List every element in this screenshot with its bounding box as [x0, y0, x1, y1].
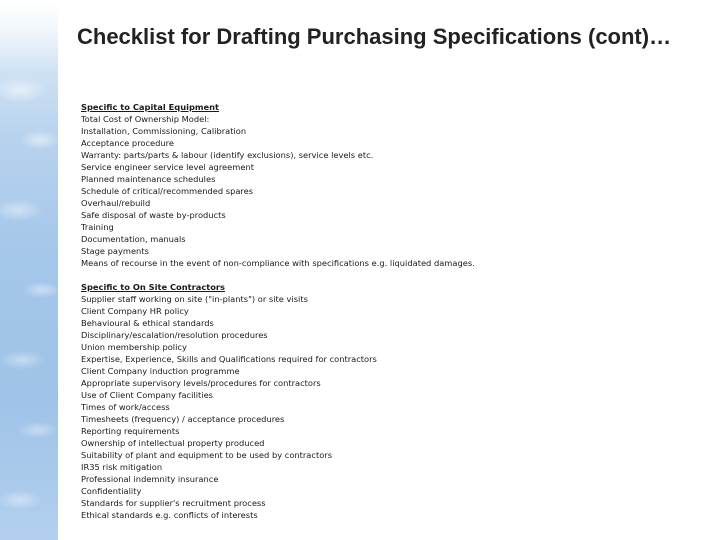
- section-heading: Specific to On Site Contractors: [81, 282, 225, 292]
- list-item: Union membership policy: [81, 342, 187, 352]
- list-item: Warranty: parts/parts & labour (identify exclusions), service levels etc.: [81, 150, 374, 160]
- list-item: Client Company HR policy: [81, 306, 189, 316]
- list-item: Documentation, manuals: [81, 234, 186, 244]
- list-item: Behavioural & ethical standards: [81, 318, 214, 328]
- list-item: Stage payments: [81, 246, 149, 256]
- list-item: Acceptance procedure: [81, 138, 175, 148]
- list-item: Overhaul/rebuild: [81, 198, 151, 208]
- list-item: Suitability of plant and equipment to be used by contractors: [81, 450, 333, 460]
- list-item: Training: [81, 222, 114, 232]
- list-item: IR35 risk mitigation: [81, 462, 163, 472]
- list-item: Use of Client Company facilities: [81, 390, 214, 400]
- slide-title: Checklist for Drafting Purchasing Specifications (cont)…: [77, 24, 672, 49]
- list-item: Confidentiality: [81, 486, 142, 496]
- list-item: Ownership of intellectual property produced: [81, 438, 265, 448]
- list-item: Service engineer service level agreement: [81, 162, 254, 172]
- section-on-site-contractors: [81, 281, 701, 521]
- list-item: Ethical standards e.g. conflicts of interests: [81, 510, 258, 520]
- list-item: Client Company induction programme: [81, 366, 240, 376]
- list-item: Disciplinary/escalation/resolution procedures: [81, 330, 268, 340]
- list-item: Safe disposal of waste by-products: [81, 210, 226, 220]
- list-item: Expertise, Experience, Skills and Qualifications required for contractors: [81, 354, 377, 364]
- list-item: Reporting requirements: [81, 426, 180, 436]
- side-strip-fade: [0, 0, 58, 70]
- list-item: Means of recourse in the event of non-compliance with specifications e.g. liquidated damages.: [81, 258, 475, 268]
- section-capital-equipment: [81, 101, 701, 269]
- list-item: Times of work/access: [81, 402, 170, 412]
- list-item: Supplier staff working on site ("in-plants") or site visits: [81, 294, 308, 304]
- list-item: Planned maintenance schedules: [81, 174, 216, 184]
- checklist-on-site-contractors: [81, 293, 701, 521]
- list-item: Schedule of critical/recommended spares: [81, 186, 254, 196]
- list-item: Installation, Commissioning, Calibration: [81, 126, 247, 136]
- list-item: Timesheets (frequency) / acceptance procedures: [81, 414, 285, 424]
- slide-body: [81, 101, 701, 521]
- list-item: Appropriate supervisory levels/procedures for contractors: [81, 378, 321, 388]
- list-item: Professional indemnity insurance: [81, 474, 219, 484]
- list-item: Total Cost of Ownership Model:: [81, 114, 210, 124]
- section-heading: Specific to Capital Equipment: [81, 102, 220, 112]
- checklist-capital-equipment: [81, 113, 701, 269]
- decorative-side-strip: [0, 0, 58, 540]
- list-item: Standards for supplier's recruitment process: [81, 498, 266, 508]
